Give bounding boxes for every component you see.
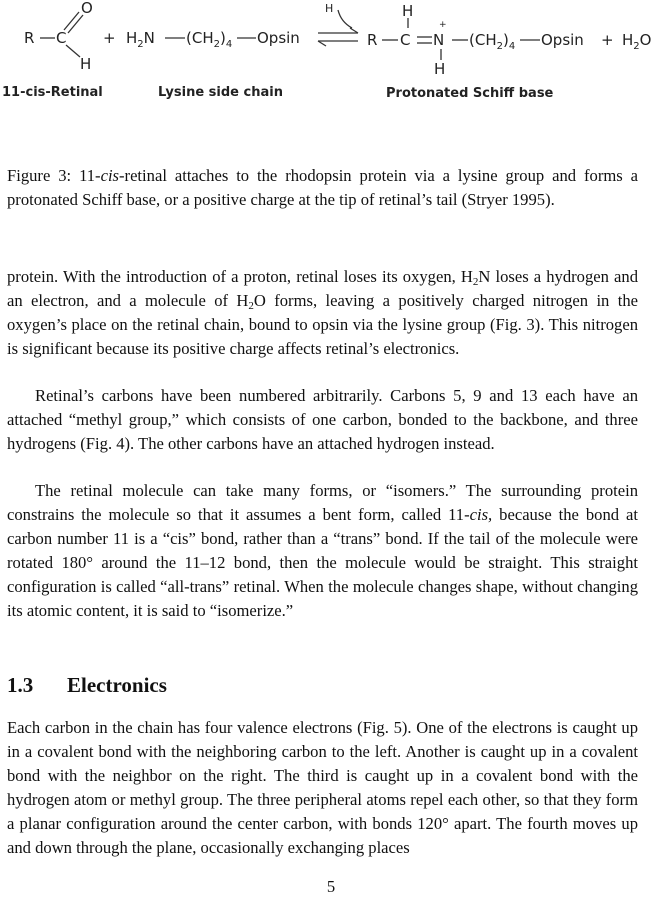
paragraph-2: Retinal’s carbons have been numbered arbitrarily. Carbons 5, 9 and 13 each have an attached “methyl group,” which consists of one carbon, bonded to the backbone, and three hydrogens (Fig. 4). The other carbons have an attached hydrogen instead. (7, 386, 638, 453)
label-retinal: 11-cis-Retinal (2, 85, 103, 100)
arrow-reverse-head (318, 41, 326, 46)
paragraph-4: Each carbon in the chain has four valence electrons (Fig. 5). One of the electrons is caught up in a covalent bond with the neighboring carbon to the left. Another is caught up in a covalent bond with the neighbor on the right. The third is caught up in a covalent bond with the hydrogen atom or methyl group. The three peripheral atoms repel each other, so that they form a planar configuration around the center carbon, with bonds 120° apart. The fourth moves up and down through the plane, occasionally exchanging places (7, 718, 638, 857)
water-formula: $H_2O$ (622, 31, 652, 52)
section-heading (7, 673, 167, 698)
bond-c-o-1 (64, 12, 79, 30)
figure-caption: Figure 3: 11-cis-retinal attaches to the rhodopsin protein via a lysine group and forms a protonated Schiff base, or a positive charge at the tip of retinal’s tail (Stryer 1995). (7, 166, 638, 209)
label-schiff-base: Protonated Schiff base (386, 86, 554, 101)
paragraph-1: protein. With the introduction of a proton, retinal loses its oxygen, $H_2N$ loses a hydrogen and an electron, and a molecule of $H_2O$ forms, leaving a positively charged nitrogen in the oxygen’s place on the retinal chain, bound to opsin via the lysine group (Fig. 3). This nitrogen is significant because its positive charge affects retinal’s electronics. (7, 267, 638, 358)
reaction-diagram (0, 0, 662, 110)
lysine-opsin-label: Opsin (257, 29, 300, 47)
product-h-bottom-symbol: H (434, 60, 446, 78)
reactant-o-symbol: O (81, 0, 93, 17)
bond-c-o-2 (68, 15, 83, 33)
lysine-ch2-group: $(CH_2)_4$ (186, 29, 233, 50)
reactant-h-symbol: H (80, 55, 92, 73)
lysine-h-symbol: $H_2N$ (126, 29, 155, 50)
product-r-symbol: R (367, 31, 378, 49)
reactant-c-symbol: C (56, 29, 67, 47)
catalyst-h-symbol: H (325, 2, 334, 15)
product-plus-mark: + (439, 20, 447, 30)
reactant-r-symbol: R (24, 29, 35, 47)
plus-sign-2: + (601, 31, 614, 49)
reaction-figure (0, 0, 662, 110)
catalyst-arrow (338, 10, 352, 28)
page-number: 5 (326, 877, 336, 896)
product-n-symbol: N (433, 31, 445, 49)
product-opsin-label: Opsin (541, 31, 584, 49)
arrow-forward-head (350, 28, 358, 33)
label-lysine-side-chain: Lysine side chain (158, 85, 283, 100)
paragraph-3: The retinal molecule can take many forms, or “isomers.” The surrounding protein constrains the molecule so that it assumes a bent form, called 11-cis, because the bond at carbon number 11 is a “cis” bond, rather than a “trans” bond. If the tail of the molecule were rotated 180° around the 11–12 bond, then the molecule would be straight. This straight configuration is called “all-trans” retinal. When the molecule changes shape, without changing its atomic content, it is said to “isomerize.” (7, 481, 639, 620)
bond-c-h (66, 45, 80, 57)
product-c-symbol: C (400, 31, 411, 49)
section-title: Electronics (67, 673, 167, 697)
plus-sign-1: + (103, 29, 116, 47)
section-number: 1.3 (7, 673, 34, 697)
product-ch2-group: $(CH_2)_4$ (469, 31, 516, 52)
product-h-top-symbol: H (402, 2, 414, 20)
